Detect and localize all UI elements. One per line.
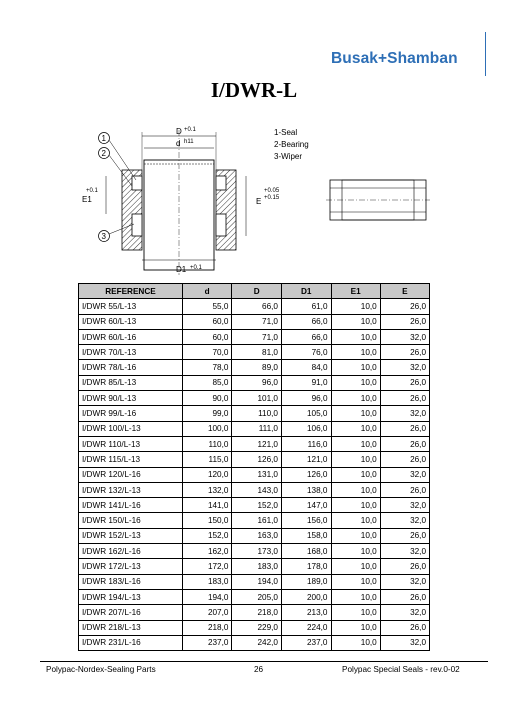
cell-value: 126,0 [281, 467, 331, 482]
cell-value: 26,0 [380, 452, 429, 467]
table-row [79, 498, 430, 513]
table-row [79, 421, 430, 436]
cell-reference: I/DWR 120/L-16 [79, 467, 183, 482]
cell-value: 99,0 [182, 406, 232, 421]
dim-E-tolerance-lower: +0.15 [264, 195, 280, 201]
cell-reference: I/DWR 60/L-13 [79, 314, 183, 329]
cell-reference: I/DWR 90/L-13 [79, 391, 183, 406]
cell-value: 10,0 [331, 467, 380, 482]
cell-value: 120,0 [182, 467, 232, 482]
header-D1: D1 [281, 284, 331, 299]
dim-d-label: d [176, 139, 181, 148]
cell-value: 10,0 [331, 299, 380, 314]
cell-value: 61,0 [281, 299, 331, 314]
cell-value: 10,0 [331, 345, 380, 360]
cell-value: 90,0 [182, 391, 232, 406]
cell-value: 26,0 [380, 299, 429, 314]
cell-reference: I/DWR 231/L-16 [79, 635, 183, 650]
cell-value: 71,0 [232, 329, 282, 344]
dim-E1-label: E1 [82, 195, 92, 204]
cell-value: 26,0 [380, 421, 429, 436]
table-row [79, 314, 430, 329]
cell-value: 32,0 [380, 498, 429, 513]
cell-reference: I/DWR 100/L-13 [79, 421, 183, 436]
cell-value: 26,0 [380, 528, 429, 543]
cell-reference: I/DWR 162/L-16 [79, 544, 183, 559]
cell-value: 32,0 [380, 544, 429, 559]
cell-value: 96,0 [281, 391, 331, 406]
cell-value: 26,0 [380, 391, 429, 406]
cell-value: 162,0 [182, 544, 232, 559]
svg-text:2: 2 [101, 149, 106, 158]
cell-value: 10,0 [331, 574, 380, 589]
cell-value: 100,0 [182, 421, 232, 436]
housing-right [216, 170, 236, 250]
table-row [79, 605, 430, 620]
cell-value: 143,0 [232, 482, 282, 497]
table-row [79, 375, 430, 390]
cell-value: 10,0 [331, 314, 380, 329]
cell-value: 85,0 [182, 375, 232, 390]
cell-value: 32,0 [380, 406, 429, 421]
table-row [79, 467, 430, 482]
cell-value: 152,0 [182, 528, 232, 543]
logo-divider [485, 32, 486, 76]
cell-value: 200,0 [281, 589, 331, 604]
cell-value: 78,0 [182, 360, 232, 375]
cell-value: 89,0 [232, 360, 282, 375]
cell-value: 172,0 [182, 559, 232, 574]
cell-value: 10,0 [331, 406, 380, 421]
footer-right-text: Polypac Special Seals - rev.0-02 [342, 665, 460, 674]
cell-value: 116,0 [281, 436, 331, 451]
cell-value: 237,0 [281, 635, 331, 650]
svg-text:1: 1 [101, 134, 106, 143]
cell-value: 10,0 [331, 498, 380, 513]
cell-value: 183,0 [232, 559, 282, 574]
cell-reference: I/DWR 55/L-13 [79, 299, 183, 314]
cell-value: 70,0 [182, 345, 232, 360]
cell-value: 110,0 [182, 436, 232, 451]
cell-value: 32,0 [380, 574, 429, 589]
cell-value: 32,0 [380, 605, 429, 620]
cell-value: 105,0 [281, 406, 331, 421]
cell-value: 121,0 [232, 436, 282, 451]
housing-left [122, 170, 142, 250]
table-row [79, 528, 430, 543]
cell-value: 10,0 [331, 329, 380, 344]
cell-value: 26,0 [380, 620, 429, 635]
cell-value: 26,0 [380, 375, 429, 390]
table-row [79, 635, 430, 650]
cell-value: 10,0 [331, 513, 380, 528]
cell-value: 138,0 [281, 482, 331, 497]
cell-reference: I/DWR 78/L-16 [79, 360, 183, 375]
footer-page-number: 26 [254, 665, 264, 674]
cell-value: 218,0 [182, 620, 232, 635]
cross-section-drawing [76, 120, 316, 280]
cell-value: 168,0 [281, 544, 331, 559]
cell-value: 106,0 [281, 421, 331, 436]
dim-d-tolerance: h11 [184, 139, 194, 145]
cell-value: 10,0 [331, 360, 380, 375]
cell-value: 150,0 [182, 513, 232, 528]
cell-value: 10,0 [331, 589, 380, 604]
cell-value: 91,0 [281, 375, 331, 390]
footer-left-text: Polypac-Nordex-Sealing Parts [46, 665, 156, 674]
cell-value: 76,0 [281, 345, 331, 360]
cell-value: 10,0 [331, 482, 380, 497]
cell-reference: I/DWR 183/L-16 [79, 574, 183, 589]
cell-value: 10,0 [331, 421, 380, 436]
cell-value: 132,0 [182, 482, 232, 497]
dim-D-tolerance: +0.1 [184, 127, 196, 133]
cell-value: 26,0 [380, 436, 429, 451]
table-row [79, 345, 430, 360]
legend-wiper: 3-Wiper [274, 152, 303, 161]
table-row [79, 360, 430, 375]
footer-divider [40, 661, 488, 662]
cell-value: 101,0 [232, 391, 282, 406]
cell-value: 32,0 [380, 513, 429, 528]
header-d: d [182, 284, 232, 299]
cell-value: 229,0 [232, 620, 282, 635]
cell-value: 110,0 [232, 406, 282, 421]
cell-reference: I/DWR 115/L-13 [79, 452, 183, 467]
cell-value: 10,0 [331, 620, 380, 635]
legend-seal: 1-Seal [274, 128, 298, 137]
cell-value: 26,0 [380, 482, 429, 497]
cell-reference: I/DWR 60/L-16 [79, 329, 183, 344]
cell-value: 115,0 [182, 452, 232, 467]
cell-value: 32,0 [380, 329, 429, 344]
cell-value: 156,0 [281, 513, 331, 528]
table-row [79, 513, 430, 528]
cell-value: 55,0 [182, 299, 232, 314]
table-row [79, 589, 430, 604]
brand-logo: Busak+Shamban [331, 50, 458, 67]
cell-value: 26,0 [380, 589, 429, 604]
cell-value: 111,0 [232, 421, 282, 436]
dim-E1-tolerance: +0.1 [86, 188, 98, 194]
cell-value: 10,0 [331, 391, 380, 406]
table-row [79, 406, 430, 421]
cell-value: 66,0 [281, 314, 331, 329]
cell-value: 152,0 [232, 498, 282, 513]
cell-value: 10,0 [331, 375, 380, 390]
table-row [79, 620, 430, 635]
cell-value: 194,0 [232, 574, 282, 589]
cell-reference: I/DWR 70/L-13 [79, 345, 183, 360]
cell-value: 147,0 [281, 498, 331, 513]
cell-value: 10,0 [331, 605, 380, 620]
cell-reference: I/DWR 132/L-13 [79, 482, 183, 497]
cell-value: 26,0 [380, 345, 429, 360]
cell-value: 60,0 [182, 329, 232, 344]
cell-reference: I/DWR 150/L-16 [79, 513, 183, 528]
dim-E-tolerance-upper: +0.05 [264, 188, 280, 194]
cell-value: 32,0 [380, 467, 429, 482]
page-title: I/DWR-L [210, 78, 298, 102]
cell-value: 10,0 [331, 436, 380, 451]
cell-reference: I/DWR 218/L-13 [79, 620, 183, 635]
header-D: D [232, 284, 282, 299]
cell-value: 26,0 [380, 314, 429, 329]
legend-bearing: 2-Bearing [274, 140, 309, 149]
cell-value: 71,0 [232, 314, 282, 329]
cell-reference: I/DWR 194/L-13 [79, 589, 183, 604]
cell-value: 242,0 [232, 635, 282, 650]
table-row [79, 436, 430, 451]
cell-value: 194,0 [182, 589, 232, 604]
cell-value: 131,0 [232, 467, 282, 482]
cell-value: 183,0 [182, 574, 232, 589]
cell-value: 163,0 [232, 528, 282, 543]
cell-reference: I/DWR 172/L-13 [79, 559, 183, 574]
cell-value: 237,0 [182, 635, 232, 650]
cell-value: 10,0 [331, 528, 380, 543]
cell-value: 10,0 [331, 452, 380, 467]
cell-value: 66,0 [281, 329, 331, 344]
cell-reference: I/DWR 207/L-16 [79, 605, 183, 620]
header-E: E [380, 284, 429, 299]
cell-value: 81,0 [232, 345, 282, 360]
cell-value: 32,0 [380, 635, 429, 650]
cell-value: 10,0 [331, 635, 380, 650]
table-row [79, 482, 430, 497]
cell-value: 96,0 [232, 375, 282, 390]
cell-value: 189,0 [281, 574, 331, 589]
table-row [79, 452, 430, 467]
cell-value: 26,0 [380, 559, 429, 574]
cell-value: 158,0 [281, 528, 331, 543]
cell-value: 60,0 [182, 314, 232, 329]
header-reference: REFERENCE [79, 284, 183, 299]
profile-drawing [322, 176, 434, 226]
shaft [144, 130, 214, 275]
table-row [79, 544, 430, 559]
cell-value: 66,0 [232, 299, 282, 314]
cell-value: 218,0 [232, 605, 282, 620]
cell-value: 207,0 [182, 605, 232, 620]
table-row [79, 559, 430, 574]
cell-value: 10,0 [331, 544, 380, 559]
dim-D-label: D [176, 127, 182, 136]
cell-value: 224,0 [281, 620, 331, 635]
cell-value: 178,0 [281, 559, 331, 574]
header-E1: E1 [331, 284, 380, 299]
cell-value: 141,0 [182, 498, 232, 513]
table-header-row [79, 284, 430, 299]
cell-reference: I/DWR 141/L-16 [79, 498, 183, 513]
dimensions-table [78, 283, 430, 651]
svg-text:3: 3 [101, 232, 106, 241]
table-row [79, 574, 430, 589]
dim-E-label: E [256, 197, 262, 206]
cell-reference: I/DWR 99/L-16 [79, 406, 183, 421]
cell-value: 126,0 [232, 452, 282, 467]
cell-value: 121,0 [281, 452, 331, 467]
table-row [79, 391, 430, 406]
cell-value: 205,0 [232, 589, 282, 604]
cell-reference: I/DWR 85/L-13 [79, 375, 183, 390]
cell-reference: I/DWR 110/L-13 [79, 436, 183, 451]
table-row [79, 299, 430, 314]
cell-value: 10,0 [331, 559, 380, 574]
cell-value: 213,0 [281, 605, 331, 620]
dim-D1-tolerance: +0.1 [190, 265, 202, 271]
cell-value: 161,0 [232, 513, 282, 528]
cell-reference: I/DWR 152/L-13 [79, 528, 183, 543]
cell-value: 84,0 [281, 360, 331, 375]
dim-D1-label: D1 [176, 265, 187, 274]
cell-value: 32,0 [380, 360, 429, 375]
cell-value: 173,0 [232, 544, 282, 559]
table-row [79, 329, 430, 344]
